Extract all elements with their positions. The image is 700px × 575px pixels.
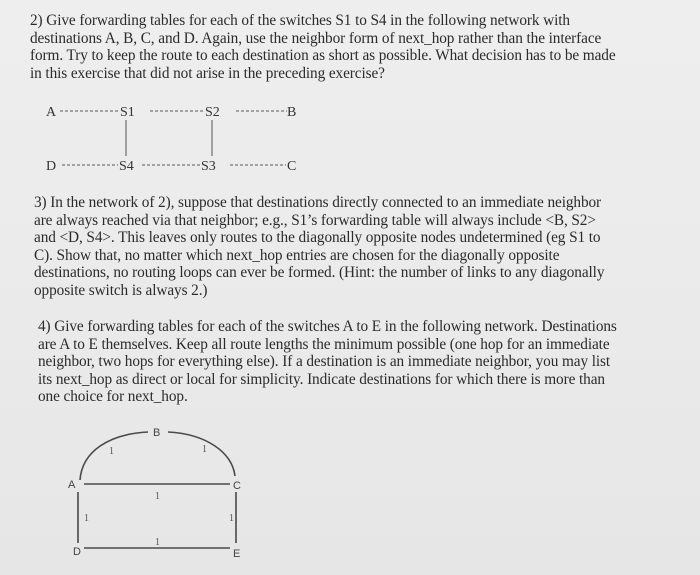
node-label: S4 <box>119 159 134 174</box>
node-label: C <box>287 159 297 174</box>
edge-weight-label: 1 <box>109 446 114 457</box>
node-label: S1 <box>120 105 135 120</box>
question-4-text <box>38 318 617 406</box>
node-label: A <box>46 105 57 120</box>
graph-node-label: D <box>73 546 81 558</box>
question-4-line: its next_hop as direct or local for simplicity. Indicate destinations for which there is more than <box>38 370 605 388</box>
edge-weight-label: 1 <box>155 491 160 502</box>
question-2-line: in this exercise that did not arise in the preceding exercise? <box>30 64 385 82</box>
node-label: S3 <box>201 159 216 174</box>
question-3-line: are always reached via that neighbor; e.g., S1’s forwarding table will always include <B, S2> <box>34 211 596 229</box>
question-4-line: 4) Give forwarding tables for each of the switches A to E in the following network. Destinations <box>38 318 617 335</box>
question-3-line: 3) In the network of 2), suppose that destinations directly connected to an immediate neighbor <box>34 194 602 211</box>
question-2-line: form. Try to keep the route to each destination as short as possible. What decision has to be made <box>30 47 616 65</box>
question-3-line: C). Show that, no matter which next_hop entries are chosen for the diagonally opposite <box>34 246 560 264</box>
edge-a-b-c-arc <box>80 432 235 480</box>
question-3-line: and <D, S4>. This leaves only routes to the diagonally opposite nodes undetermined (eg S1 to <box>34 229 601 247</box>
graph-node-label: B <box>153 427 161 439</box>
question-3-line: opposite switch is always 2.) <box>34 281 208 299</box>
question-3-line: destinations, no routing loops can ever be formed. (Hint: the number of links to any diagonally <box>34 264 605 282</box>
node-label: S2 <box>205 105 220 120</box>
question-4-line: are A to E themselves. Keep all route lengths the minimum possible (one hop for an immediate <box>38 335 610 353</box>
question-3-text <box>34 194 604 300</box>
question-2-line: destinations A, B, C, and D. Again, use the neighbor form of next_hop rather than the interface <box>30 29 602 47</box>
edge-weight-label: 1 <box>202 444 207 455</box>
graph-node-label: E <box>233 548 241 560</box>
question-4-line: one choice for next_hop. <box>38 388 188 406</box>
edge-weight-label: 1 <box>229 513 234 524</box>
graph-node-label: A <box>68 479 76 491</box>
node-label: B <box>287 105 297 120</box>
question-4-line: neighbor, two hops for everything else). If a destination is an immediate neighbor, you may list <box>38 353 611 371</box>
node-label: D <box>46 159 57 174</box>
edge-weight-label: 1 <box>155 537 160 548</box>
question-2-line: 2) Give forwarding tables for each of the switches S1 to S4 in the following network with <box>30 12 570 29</box>
question-2-text <box>30 12 616 82</box>
edge-weight-label: 1 <box>84 513 89 524</box>
graph-node-label: C <box>233 480 241 492</box>
